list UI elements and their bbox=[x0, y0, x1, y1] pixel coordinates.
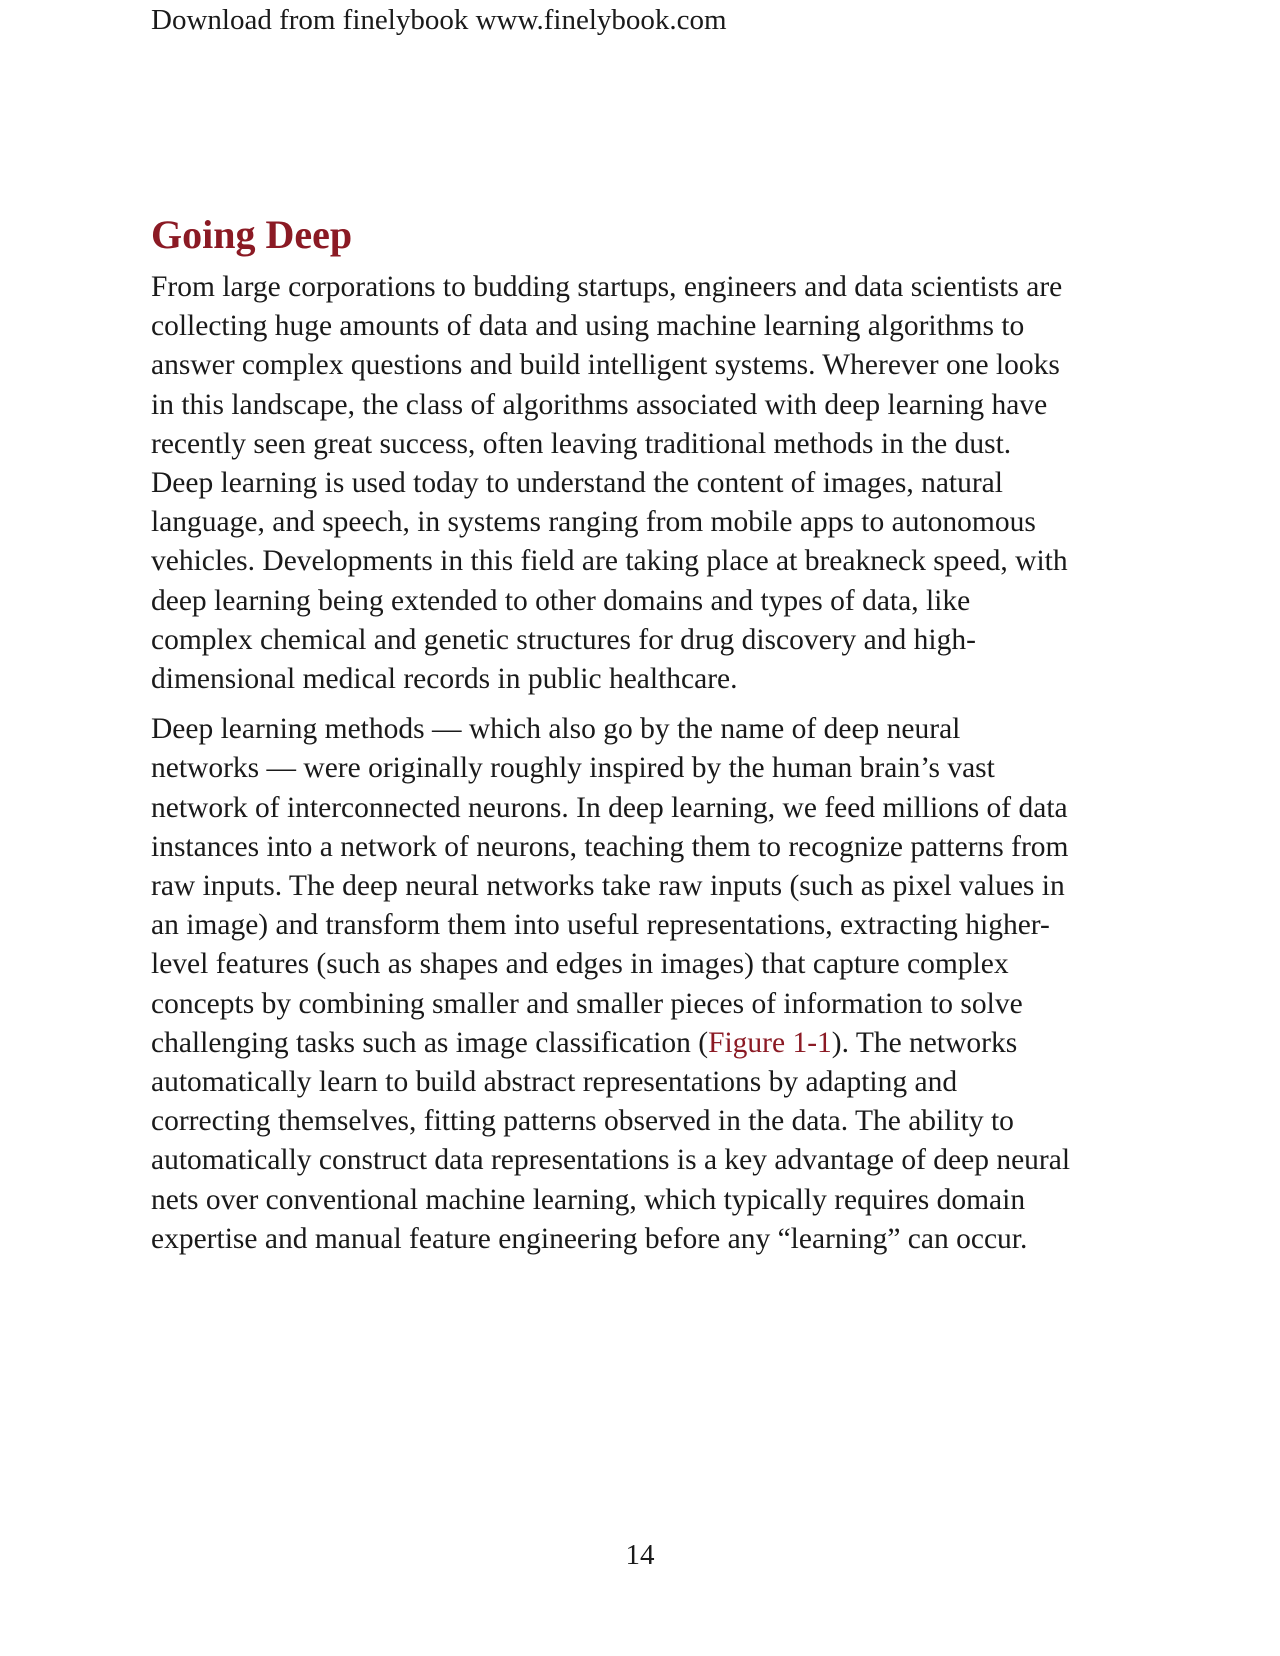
page-header: Download from finelybook www.finelybook.com bbox=[151, 4, 727, 36]
text-line: concepts by combining smaller and smaller pieces of information to solve bbox=[151, 987, 1023, 1020]
text-line: complex chemical and genetic structures for drug discovery and high- bbox=[151, 623, 976, 656]
text-line: vehicles. Developments in this field are taking place at breakneck speed, with bbox=[151, 545, 1068, 578]
text-line: recently seen great success, often leaving traditional methods in the dust. bbox=[151, 427, 1012, 460]
text-line: answer complex questions and build intelligent systems. Wherever one looks bbox=[151, 349, 1060, 382]
text-line: automatically learn to build abstract representations by adapting and bbox=[151, 1066, 958, 1099]
paragraph-2 bbox=[151, 710, 1136, 1259]
text-line: in this landscape, the class of algorithms associated with deep learning have bbox=[151, 388, 1048, 421]
text-segment: challenging tasks such as image classification ( bbox=[151, 1026, 709, 1059]
text-line: Deep learning methods — which also go by the name of deep neural bbox=[151, 713, 961, 746]
text-segment: ). The networks bbox=[831, 1026, 1018, 1059]
figure-reference-link[interactable]: Figure 1-1 bbox=[708, 1026, 832, 1059]
text-line: collecting huge amounts of data and using machine learning algorithms to bbox=[151, 310, 1025, 343]
text-line: expertise and manual feature engineering before any “learning” can occur. bbox=[151, 1222, 1028, 1255]
text-line: level features (such as shapes and edges in images) that capture complex bbox=[151, 948, 1009, 981]
text-line: language, and speech, in systems ranging from mobile apps to autonomous bbox=[151, 506, 1036, 539]
text-line: deep learning being extended to other domains and types of data, like bbox=[151, 584, 971, 617]
page-number: 14 bbox=[625, 1539, 655, 1571]
text-line: Deep learning is used today to understand the content of images, natural bbox=[151, 467, 1003, 500]
text-line: From large corporations to budding startups, engineers and data scientists are bbox=[151, 271, 1063, 303]
text-line: an image) and transform them into useful representations, extracting higher- bbox=[151, 909, 1050, 942]
text-line: dimensional medical records in public healthcare. bbox=[151, 663, 738, 696]
text-line: networks — were originally roughly inspired by the human brain’s vast bbox=[151, 752, 995, 785]
text-line: correcting themselves, fitting patterns observed in the data. The ability to bbox=[151, 1105, 1014, 1138]
main-content bbox=[151, 210, 1136, 1270]
text-line: raw inputs. The deep neural networks take raw inputs (such as pixel values in bbox=[151, 870, 1065, 903]
text-line: automatically construct data representations is a key advantage of deep neural bbox=[151, 1144, 1071, 1177]
text-line: instances into a network of neurons, teaching them to recognize patterns from bbox=[151, 830, 1069, 863]
paragraph-1 bbox=[151, 268, 1136, 699]
text-line-with-reference bbox=[151, 1024, 1136, 1063]
text-line: nets over conventional machine learning, which typically requires domain bbox=[151, 1183, 1026, 1216]
text-line: network of interconnected neurons. In deep learning, we feed millions of data bbox=[151, 791, 1068, 824]
section-title: Going Deep bbox=[151, 212, 353, 257]
